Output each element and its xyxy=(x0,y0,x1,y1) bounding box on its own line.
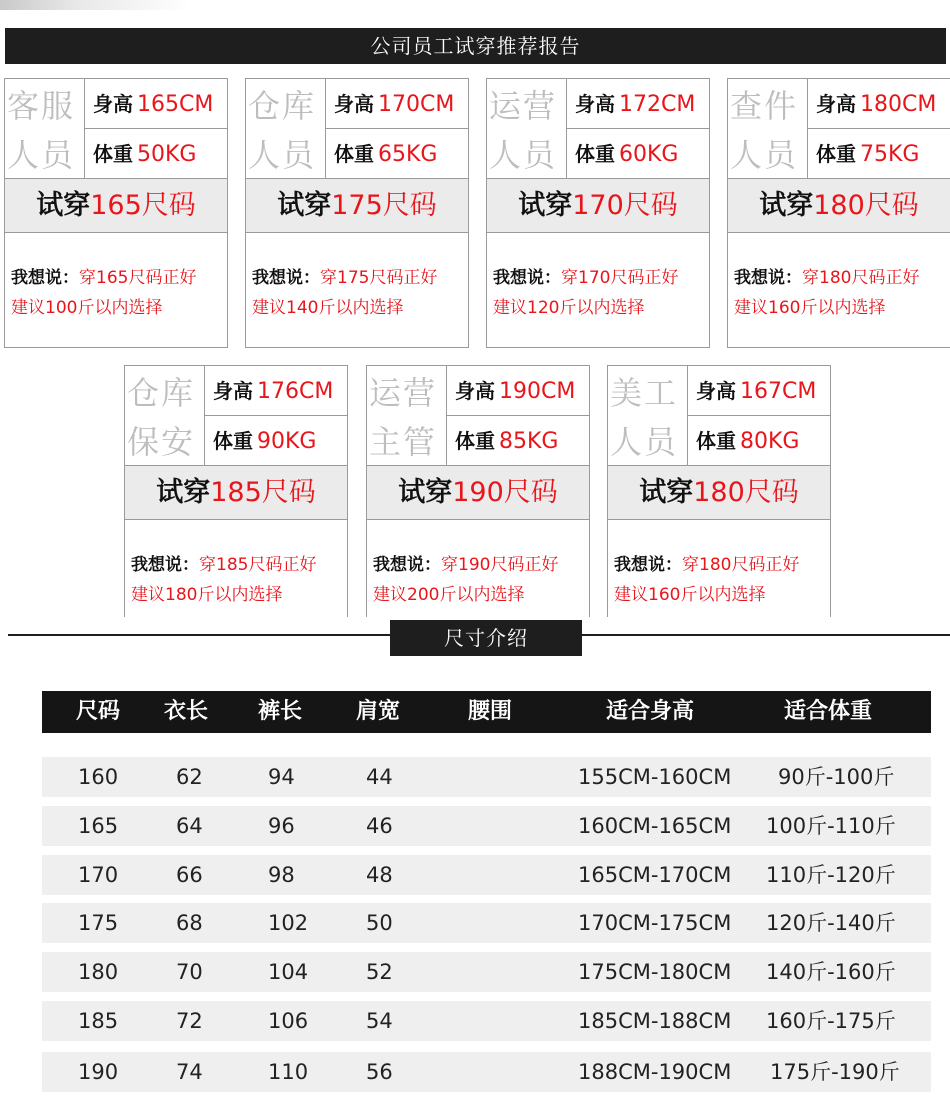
height-stat: 身高 190CM xyxy=(447,366,590,416)
weight-stat: 体重 60KG xyxy=(567,129,710,179)
weight-stat: 体重 85KG xyxy=(447,416,590,466)
trial-size: 试穿175尺码 xyxy=(246,179,468,233)
trial-size: 试穿190尺码 xyxy=(367,466,589,520)
role-label: 查件 人员 xyxy=(728,79,808,179)
note: 我想说：穿170尺码正好 建议120斤以内选择 xyxy=(493,268,679,318)
trial-card-2 xyxy=(486,78,710,348)
trial-card-5 xyxy=(366,365,590,617)
note: 我想说：穿165尺码正好 建议100斤以内选择 xyxy=(11,268,197,318)
trial-card-0 xyxy=(4,78,228,348)
note: 我想说：穿185尺码正好 建议180斤以内选择 xyxy=(131,555,317,605)
size-section-title: 尺寸介绍 xyxy=(390,620,582,656)
weight-stat: 体重 65KG xyxy=(326,129,469,179)
table-row: 180 70 104 52 175CM-180CM 140斤-160斤 xyxy=(42,952,931,992)
trial-card-4 xyxy=(124,365,348,617)
role-label: 仓库 保安 xyxy=(125,366,205,466)
height-stat: 身高 180CM xyxy=(808,79,950,129)
weight-stat: 体重 80KG xyxy=(688,416,831,466)
trial-size: 试穿165尺码 xyxy=(5,179,227,233)
role-label: 运营 人员 xyxy=(487,79,567,179)
report-title: 公司员工试穿推荐报告 xyxy=(5,28,946,64)
role-label: 仓库 人员 xyxy=(246,79,326,179)
table-row: 160 62 94 44 155CM-160CM 90斤-100斤 xyxy=(42,757,931,797)
col-weight: 适合体重 xyxy=(784,699,873,724)
trial-size: 试穿170尺码 xyxy=(487,179,709,233)
trial-card-1 xyxy=(245,78,469,348)
role-label: 美工 人员 xyxy=(608,366,688,466)
trial-card-3 xyxy=(727,78,950,348)
height-stat: 身高 167CM xyxy=(688,366,831,416)
table-row: 170 66 98 48 165CM-170CM 110斤-120斤 xyxy=(42,855,931,895)
note: 我想说：穿180尺码正好 建议160斤以内选择 xyxy=(614,555,800,605)
height-stat: 身高 165CM xyxy=(85,79,228,129)
trial-size: 试穿180尺码 xyxy=(728,179,950,233)
col-size: 尺码 xyxy=(76,699,121,724)
table-row: 165 64 96 46 160CM-165CM 100斤-110斤 xyxy=(42,806,931,846)
height-stat: 身高 170CM xyxy=(326,79,469,129)
trial-card-6 xyxy=(607,365,831,617)
size-table-header xyxy=(42,691,931,733)
note: 我想说：穿190尺码正好 建议200斤以内选择 xyxy=(373,555,559,605)
trial-size: 试穿180尺码 xyxy=(608,466,830,520)
role-label: 运营 主管 xyxy=(367,366,447,466)
table-row: 185 72 106 54 185CM-188CM 160斤-175斤 xyxy=(42,1001,931,1041)
weight-stat: 体重 50KG xyxy=(85,129,228,179)
note: 我想说：穿180尺码正好 建议160斤以内选择 xyxy=(734,268,920,318)
col-length: 衣长 xyxy=(164,699,209,724)
trial-size: 试穿185尺码 xyxy=(125,466,347,520)
table-row: 175 68 102 50 170CM-175CM 120斤-140斤 xyxy=(42,903,931,943)
height-stat: 身高 176CM xyxy=(205,366,348,416)
note: 我想说：穿175尺码正好 建议140斤以内选择 xyxy=(252,268,438,318)
col-waist: 腰围 xyxy=(468,699,513,724)
col-shoulder: 肩宽 xyxy=(356,699,401,724)
col-pants: 裤长 xyxy=(258,699,303,724)
weight-stat: 体重 90KG xyxy=(205,416,348,466)
col-height: 适合身高 xyxy=(606,699,695,724)
weight-stat: 体重 75KG xyxy=(808,129,950,179)
height-stat: 身高 172CM xyxy=(567,79,710,129)
table-row: 190 74 110 56 188CM-190CM 175斤-190斤 xyxy=(42,1052,931,1092)
top-decoration xyxy=(0,0,950,10)
role-label: 客服 人员 xyxy=(5,79,85,179)
